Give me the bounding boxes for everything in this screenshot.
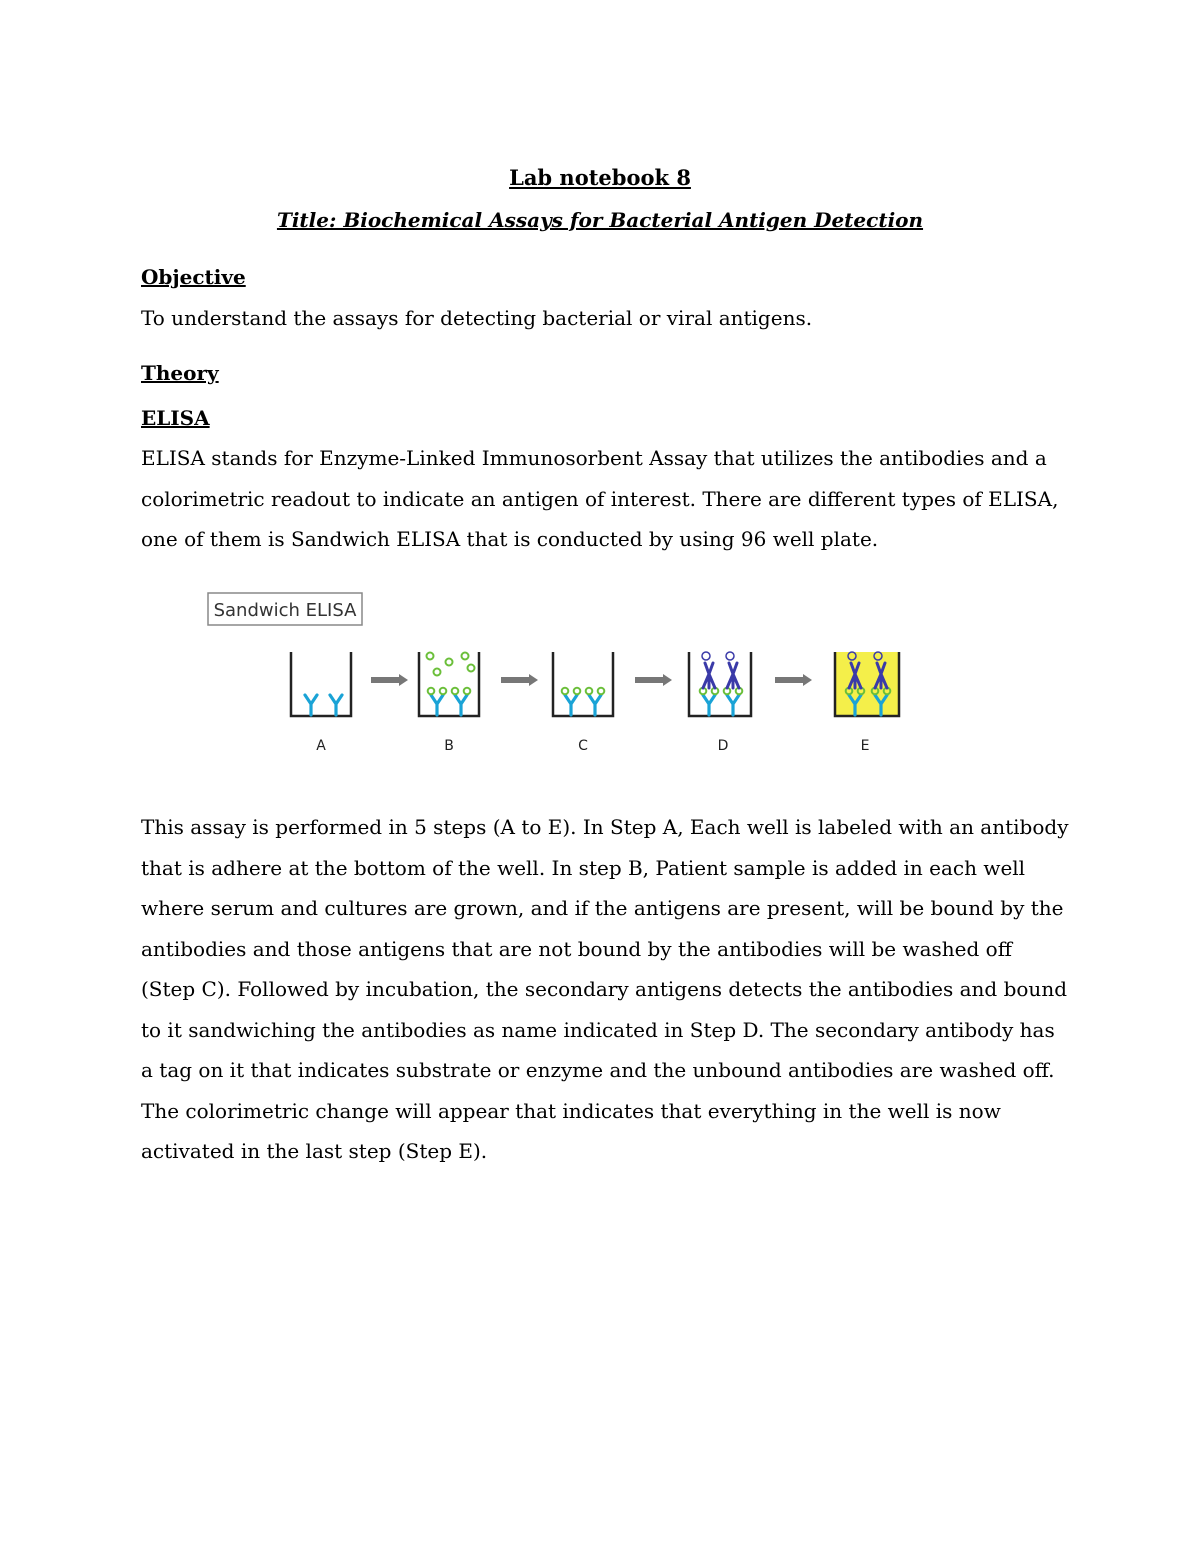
objective-heading: Objective [141,265,246,289]
well-e [835,652,899,716]
step-label-d: D [717,738,729,754]
step-label-e: E [860,738,870,754]
well-a [291,652,351,716]
notebook-title: Lab notebook 8 [509,165,691,190]
well-d [689,652,751,716]
elisa-heading: ELISA [141,406,210,430]
well-c [553,652,613,716]
step-label-c: C [578,738,588,754]
step-label-b: B [444,738,454,754]
theory-heading: Theory [141,361,219,385]
elisa-paragraph: ELISA stands for Enzyme-Linked Immunosorbent Assay that utilizes the antibodies and a colorimetric readout to indicate an antigen of interest. There are different types of ELISA, one of them is Sandwich ELISA that is conducted by using 96 well plate. [141,446,1059,551]
assay-steps-paragraph: This assay is performed in 5 steps (A to E). In Step A, Each well is labeled with an antibody that is adhere at the bottom of the well. In step B, Patient sample is added in each well where serum and cultures are grown, and if the antigens are present, will be bound by the antibodies and those antigens that are not bound by the antibodies will be washed off (Step C). Followed by incubation, the secondary antigens detects the antibodies and bound to it sandwiching the antibodies as name indicated in Step D. The secondary antibody has a tag on it that indicates substrate or enzyme and the unbound antibodies are washed off. The colorimetric change will appear that indicates that everything in the well is now activated in the last step (Step E). [141,815,1069,1163]
figure-title: Sandwich ELISA [213,600,357,621]
step-label-a: A [316,738,326,754]
sandwich-elisa-figure [205,584,959,782]
objective-text: To understand the assays for detecting bacterial or viral antigens. [141,306,813,330]
well-b [419,652,479,716]
document-subtitle: Title: Biochemical Assays for Bacterial Antigen Detection [276,208,924,232]
